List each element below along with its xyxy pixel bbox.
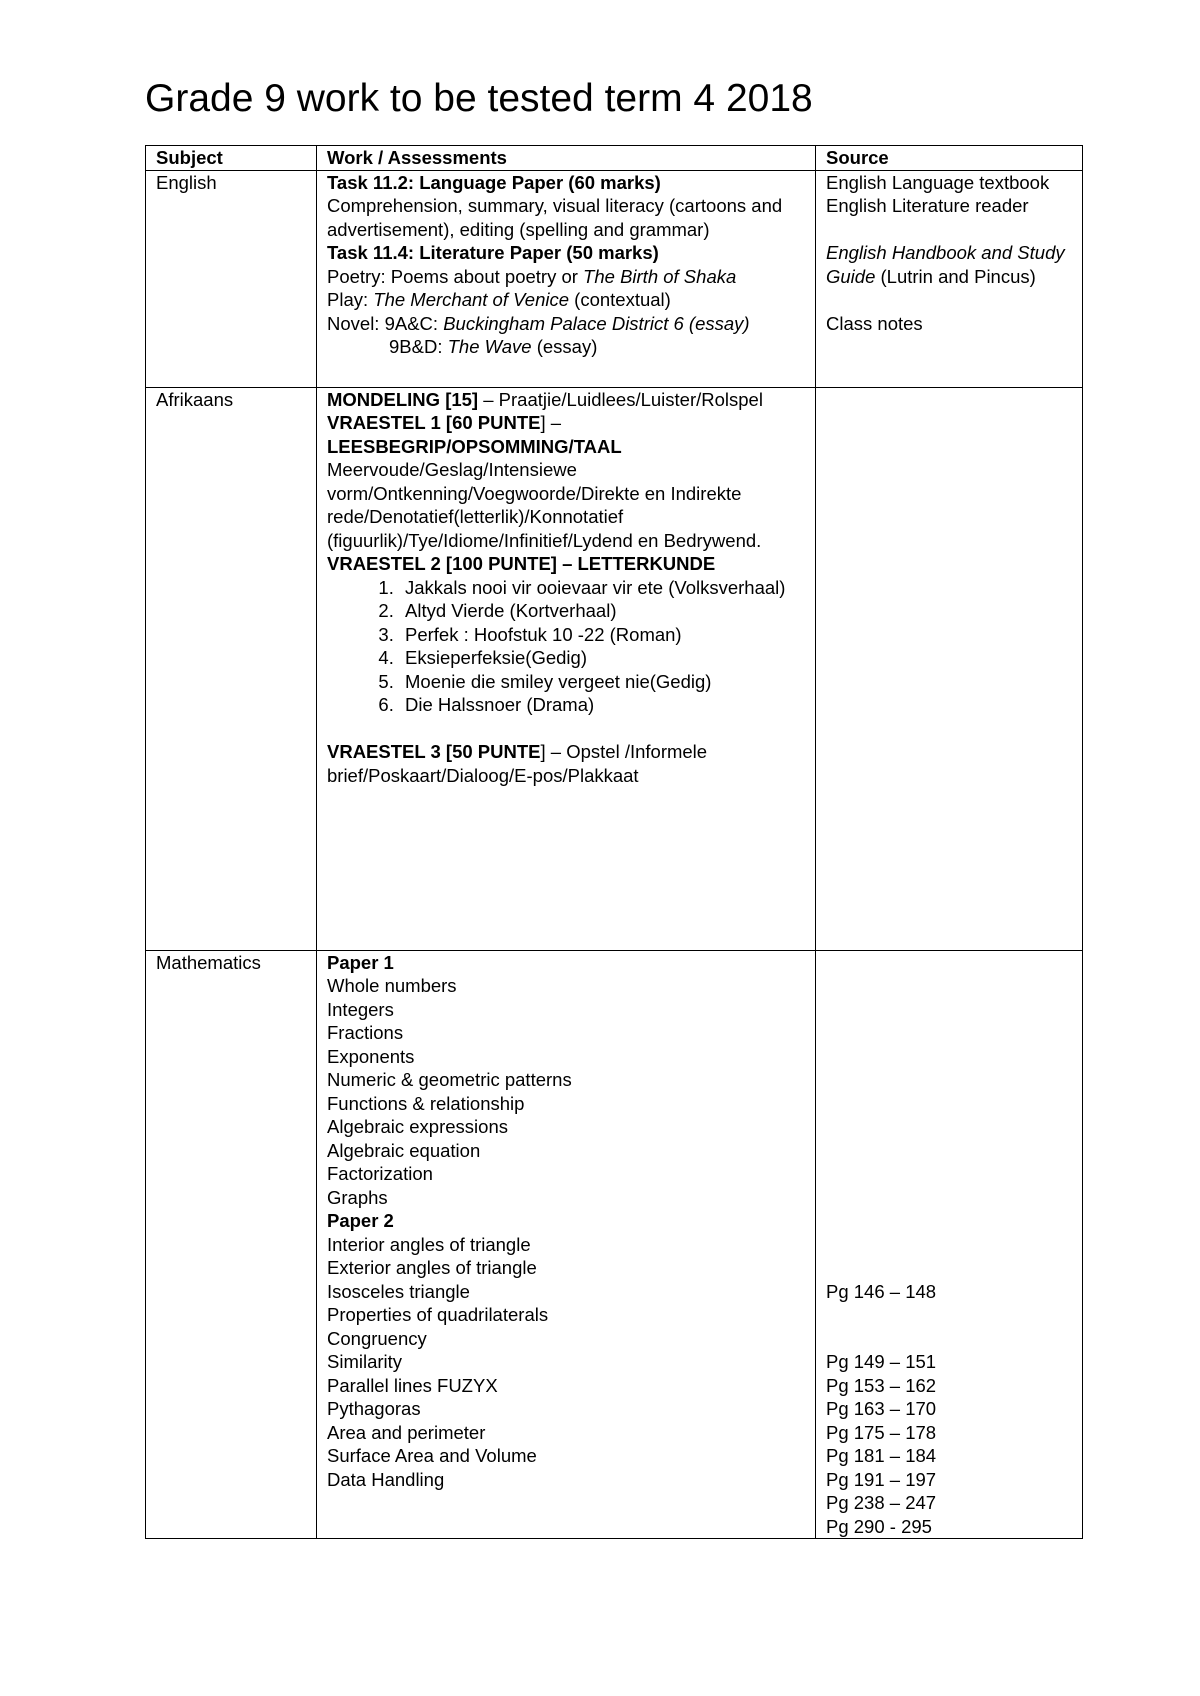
vraestel1-sub: LEESBEGRIP/OPSOMMING/TAAL (327, 435, 622, 457)
vraestel1-desc: Meervoude/Geslag/Intensiewe vorm/Ontkenning/Voegwoorde/Direkte en Indirekte rede/Denotatief(letterlik)/Konnotatief (figuurlik)/Tye/Idiome/Infinitief/Lydend en Bedrywend. (327, 459, 762, 551)
vraestel3-line (327, 740, 805, 787)
vraestel3-title: VRAESTEL 3 [50 PUNTE (327, 741, 541, 762)
list-item: 1. Jakkals nooi vir ooievaar vir ete (Volksverhaal) (399, 576, 805, 600)
list-item: 2. Altyd Vierde (Kortverhaal) (399, 599, 805, 623)
english-source-1: English Language textbook (826, 171, 1050, 193)
list-item: Parallel lines FUZYX (327, 1374, 498, 1396)
paper2-title: Paper 2 (327, 1210, 394, 1231)
work-table (145, 145, 1083, 1539)
list-item: Data Handling (327, 1468, 445, 1490)
novel-label: Novel: 9A&C: (327, 312, 444, 334)
english-source-2: English Literature reader (826, 195, 1029, 216)
spacer (826, 218, 1072, 242)
page-ref: Pg 153 – 162 (826, 1374, 937, 1396)
page-ref: Pg 149 – 151 (826, 1351, 937, 1372)
english-play-line (327, 288, 805, 312)
page-ref: Pg 290 - 295 (826, 1515, 932, 1537)
list-item: Similarity (327, 1351, 403, 1372)
list-item: Isosceles triangle (327, 1280, 470, 1302)
list-item: Integers (327, 998, 394, 1020)
play-suffix: (contextual) (569, 289, 671, 310)
handbook-suffix: (Lutrin and Pincus) (875, 265, 1036, 287)
english-source-4: Class notes (826, 312, 923, 334)
novel2-suffix: (essay) (531, 336, 598, 357)
vraestel1-line (327, 411, 805, 435)
afrikaans-work (317, 387, 816, 950)
paper1-title: Paper 1 (327, 951, 394, 973)
page-title: Grade 9 work to be tested term 4 2018 (145, 77, 813, 120)
mathematics-subject: Mathematics (146, 950, 317, 1539)
list-item: Interior angles of triangle (327, 1233, 531, 1255)
novel1-title: Buckingham Palace District 6 (essay) (443, 312, 750, 334)
vraestel3-desc: ] – Opstel /Informele brief/Poskaart/Dialoog/E-pos/Plakkaat (327, 741, 708, 786)
list-item: Factorization (327, 1163, 433, 1184)
mathematics-source (816, 950, 1083, 1539)
page-ref: Pg 238 – 247 (826, 1492, 937, 1513)
english-task2-title: Task 11.4: Literature Paper (50 marks) (327, 242, 659, 263)
spacer (327, 717, 805, 741)
page-ref: Pg 163 – 170 (826, 1398, 937, 1419)
mondeling-line (327, 388, 805, 412)
list-item: Algebraic expressions (327, 1116, 508, 1137)
afrikaans-subject: Afrikaans (146, 387, 317, 950)
list-item: Functions & relationship (327, 1092, 525, 1114)
list-item: Congruency (327, 1327, 427, 1349)
mathematics-work (317, 950, 816, 1539)
novel2-label: 9B&D: (389, 336, 448, 357)
mondeling-desc: – Praatjie/Luidlees/Luister/Rolspel (478, 388, 763, 410)
english-task1-title: Task 11.2: Language Paper (60 marks) (327, 171, 661, 193)
poetry-label: Poetry: Poems about poetry or (327, 265, 584, 287)
list-item: Graphs (327, 1186, 388, 1208)
english-work (317, 170, 816, 387)
poetry-title: The Birth of Shaka (583, 265, 737, 287)
list-item: Whole numbers (327, 975, 457, 996)
page-ref: Pg 175 – 178 (826, 1421, 937, 1443)
header-work: Work / Assessments (317, 146, 816, 171)
english-task1-desc: Comprehension, summary, visual literacy (cartoons and advertisement), editing (spelling and grammar) (327, 195, 783, 240)
novel2-title: The Wave (447, 336, 532, 357)
english-source-3 (826, 241, 1072, 288)
list-item: Area and perimeter (327, 1421, 486, 1443)
literature-list (327, 576, 805, 717)
play-title: The Merchant of Venice (373, 289, 570, 310)
list-item: 4. Eksieperfeksie(Gedig) (399, 646, 805, 670)
page-ref: Pg 181 – 184 (826, 1445, 937, 1466)
header-subject: Subject (146, 146, 317, 171)
english-subject: English (146, 170, 317, 387)
afrikaans-source (816, 387, 1083, 950)
english-poetry-line (327, 265, 805, 289)
table-row-afrikaans (146, 387, 1083, 950)
list-item: Fractions (327, 1022, 404, 1043)
list-item: 5. Moenie die smiley vergeet nie(Gedig) (399, 670, 805, 694)
page-ref: Pg 191 – 197 (826, 1468, 937, 1490)
spacer (826, 288, 1072, 312)
header-source: Source (816, 146, 1083, 171)
list-item: Surface Area and Volume (327, 1445, 537, 1466)
english-novel2-line (327, 335, 805, 359)
list-item: Pythagoras (327, 1398, 421, 1419)
vraestel2-title: VRAESTEL 2 [100 PUNTE] – LETTERKUNDE (327, 553, 716, 574)
play-label: Play: (327, 289, 374, 310)
vraestel1-dash: ] – (540, 412, 562, 433)
page-ref: Pg 146 – 148 (826, 1280, 937, 1302)
handbook-title: English Handbook and Study Guide (826, 242, 1065, 287)
english-novel-line (327, 312, 805, 336)
list-item: Exponents (327, 1045, 415, 1067)
list-item: Numeric & geometric patterns (327, 1069, 572, 1090)
mondeling-title: MONDELING [15] (327, 388, 479, 410)
table-row-english (146, 170, 1083, 387)
table-header-row (146, 146, 1083, 171)
list-item: 6. Die Halssnoer (Drama) (399, 693, 805, 717)
list-item: Exterior angles of triangle (327, 1257, 537, 1278)
english-source (816, 170, 1083, 387)
table-row-mathematics (146, 950, 1083, 1539)
list-item: Algebraic equation (327, 1139, 481, 1161)
list-item: 3. Perfek : Hoofstuk 10 -22 (Roman) (399, 623, 805, 647)
list-item: Properties of quadrilaterals (327, 1304, 549, 1325)
vraestel1-title: VRAESTEL 1 [60 PUNTE (327, 412, 541, 433)
